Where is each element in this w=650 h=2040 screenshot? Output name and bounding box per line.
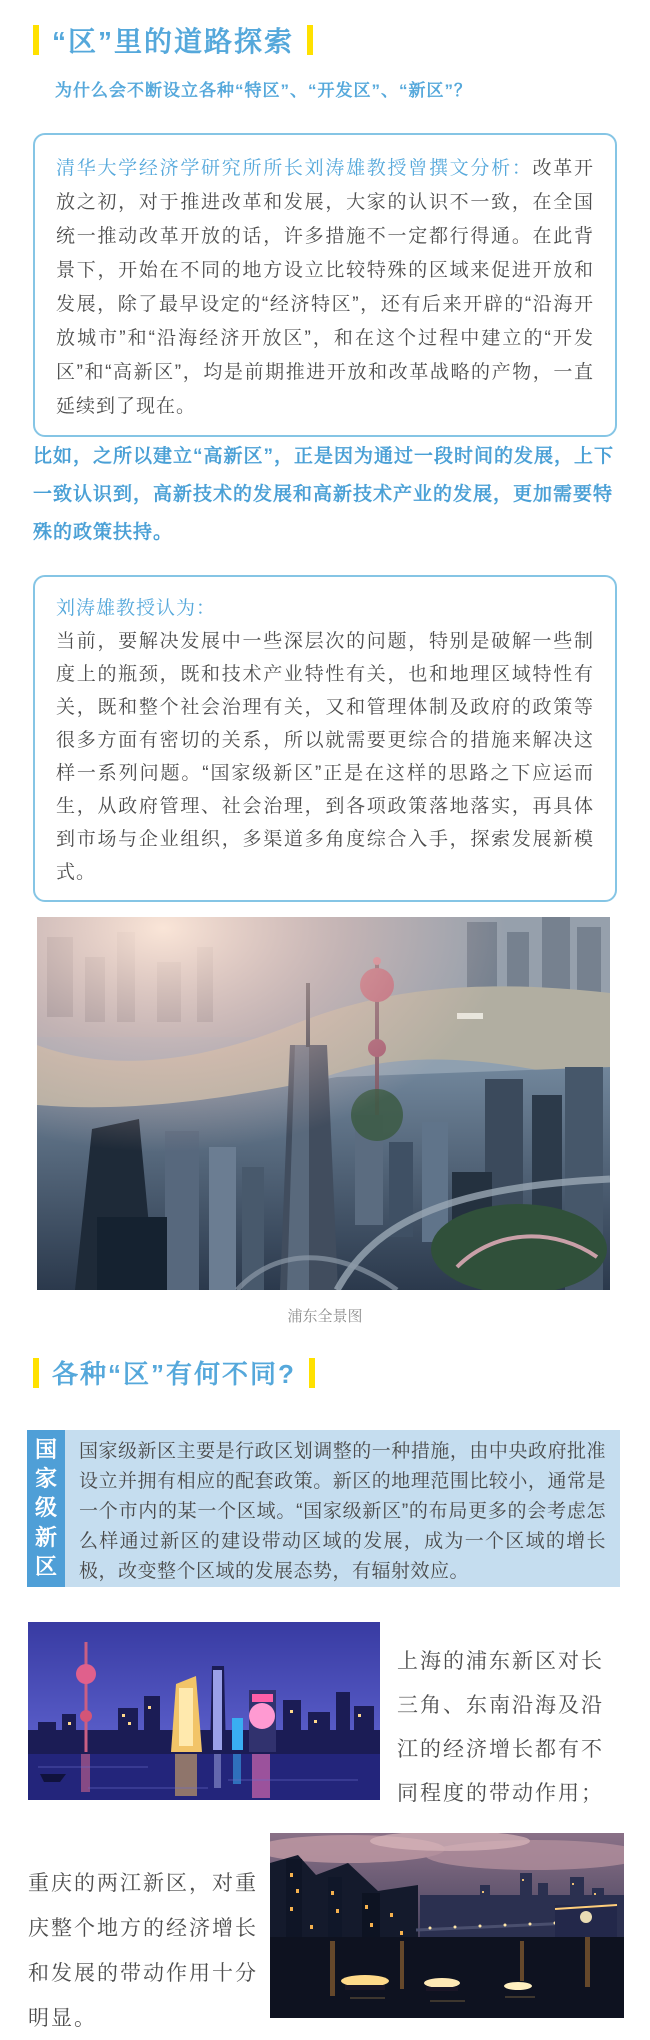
vertical-label-national-new-area (27, 1430, 65, 1587)
quote-body-text: 改革开放之初，对于推进改革和发展，大家的认识不一致，在全国统一推动改革开放的话，许多措施不一定都行得通。在此背景下，开始在不同的地方设立比较特殊的区域来促进开放和发展，除了最早设定的“经济特区”，还有后来开辟的“沿海开放城市”和“沿海经济开放区”，和在这个过程中建立的“开发区”和“高新区”，均是前期推进开放和改革战略的产物，一直延续到了现在。 (56, 158, 594, 417)
highlight-paragraph: 比如，之所以建立“高新区”，正是因为通过一段时间的发展，上下一致认识到，高新技术的发展和高新技术产业的发展，更加需要特殊的政策扶持。 (33, 446, 615, 543)
section-header-road-exploration (33, 20, 313, 60)
subtitle-question: 为什么会不断设立各种“特区”、“开发区”、“新区”？ (55, 81, 472, 100)
quote-body-text: 当前，要解决发展中一些深层次的问题，特别是破解一些制度上的瓶颈，既和技术产业特性有关，也和地理区域特性有关，既和整个社会治理有关，又和管理体制及政府的政策等很多方面有密切的关系，所以就需要更综合的措施来解决这样一系列问题。“国家级新区”正是在这样的思路之下应运而生，从政府管理、社会治理，到各项政策落地落实，再具体到市场与企业组织，多渠道多角度综合入手，探索发展新模式。 (56, 631, 594, 883)
photo-caption: 浦东全景图 (287, 1308, 363, 1325)
national-new-area-section (27, 1430, 620, 1587)
section-header-differences (33, 1354, 315, 1391)
chongqing-example-text: 重庆的两江新区，对重庆整个地方的经济增长和发展的带动作用十分明显。 (28, 1872, 258, 2030)
pudong-aerial-illustration (37, 917, 610, 1290)
quote-box-professor-analysis (33, 133, 617, 437)
quote-box-professor-opinion (33, 575, 617, 902)
yellow-accent-bar-right-icon (307, 25, 313, 55)
shanghai-night-illustration (28, 1622, 380, 1800)
shanghai-example-text: 上海的浦东新区对长三角、东南沿海及沿江的经济增长都有不同程度的带动作用； (397, 1650, 604, 1805)
pudong-aerial-photo (37, 917, 610, 1290)
label-char: 国 (34, 1436, 57, 1462)
label-char: 区 (34, 1554, 57, 1580)
yellow-accent-bar-left-icon (33, 25, 39, 55)
quote-lead-text: 刘涛雄教授认为： (56, 598, 217, 619)
chongqing-night-illustration (270, 1833, 624, 2018)
quote-lead-text: 清华大学经济学研究所所长刘涛雄教授曾撰文分析： (56, 158, 533, 179)
label-char: 新 (34, 1524, 57, 1550)
yellow-accent-bar-right-icon (309, 1358, 315, 1388)
yellow-accent-bar-left-icon (33, 1358, 39, 1388)
national-new-area-text: 国家级新区主要是行政区划调整的一种措施，由中央政府批准设立并拥有相应的配套政策。新区的地理范围比较小，通常是一个市内的某一个区域。“国家级新区”的布局更多的会考虑怎么样通过新区的建设带动区域的发展，成为一个区域的增长极，改变整个区域的发展态势，有辐射效应。 (65, 1430, 620, 1587)
page-title: “区”里的道路探索 (52, 26, 295, 57)
section-title: 各种“区”有何不同? (52, 1359, 296, 1389)
shanghai-bund-night-photo (28, 1622, 380, 1800)
label-char: 级 (34, 1495, 57, 1521)
label-char: 家 (34, 1466, 57, 1492)
chongqing-night-photo (270, 1833, 624, 2018)
